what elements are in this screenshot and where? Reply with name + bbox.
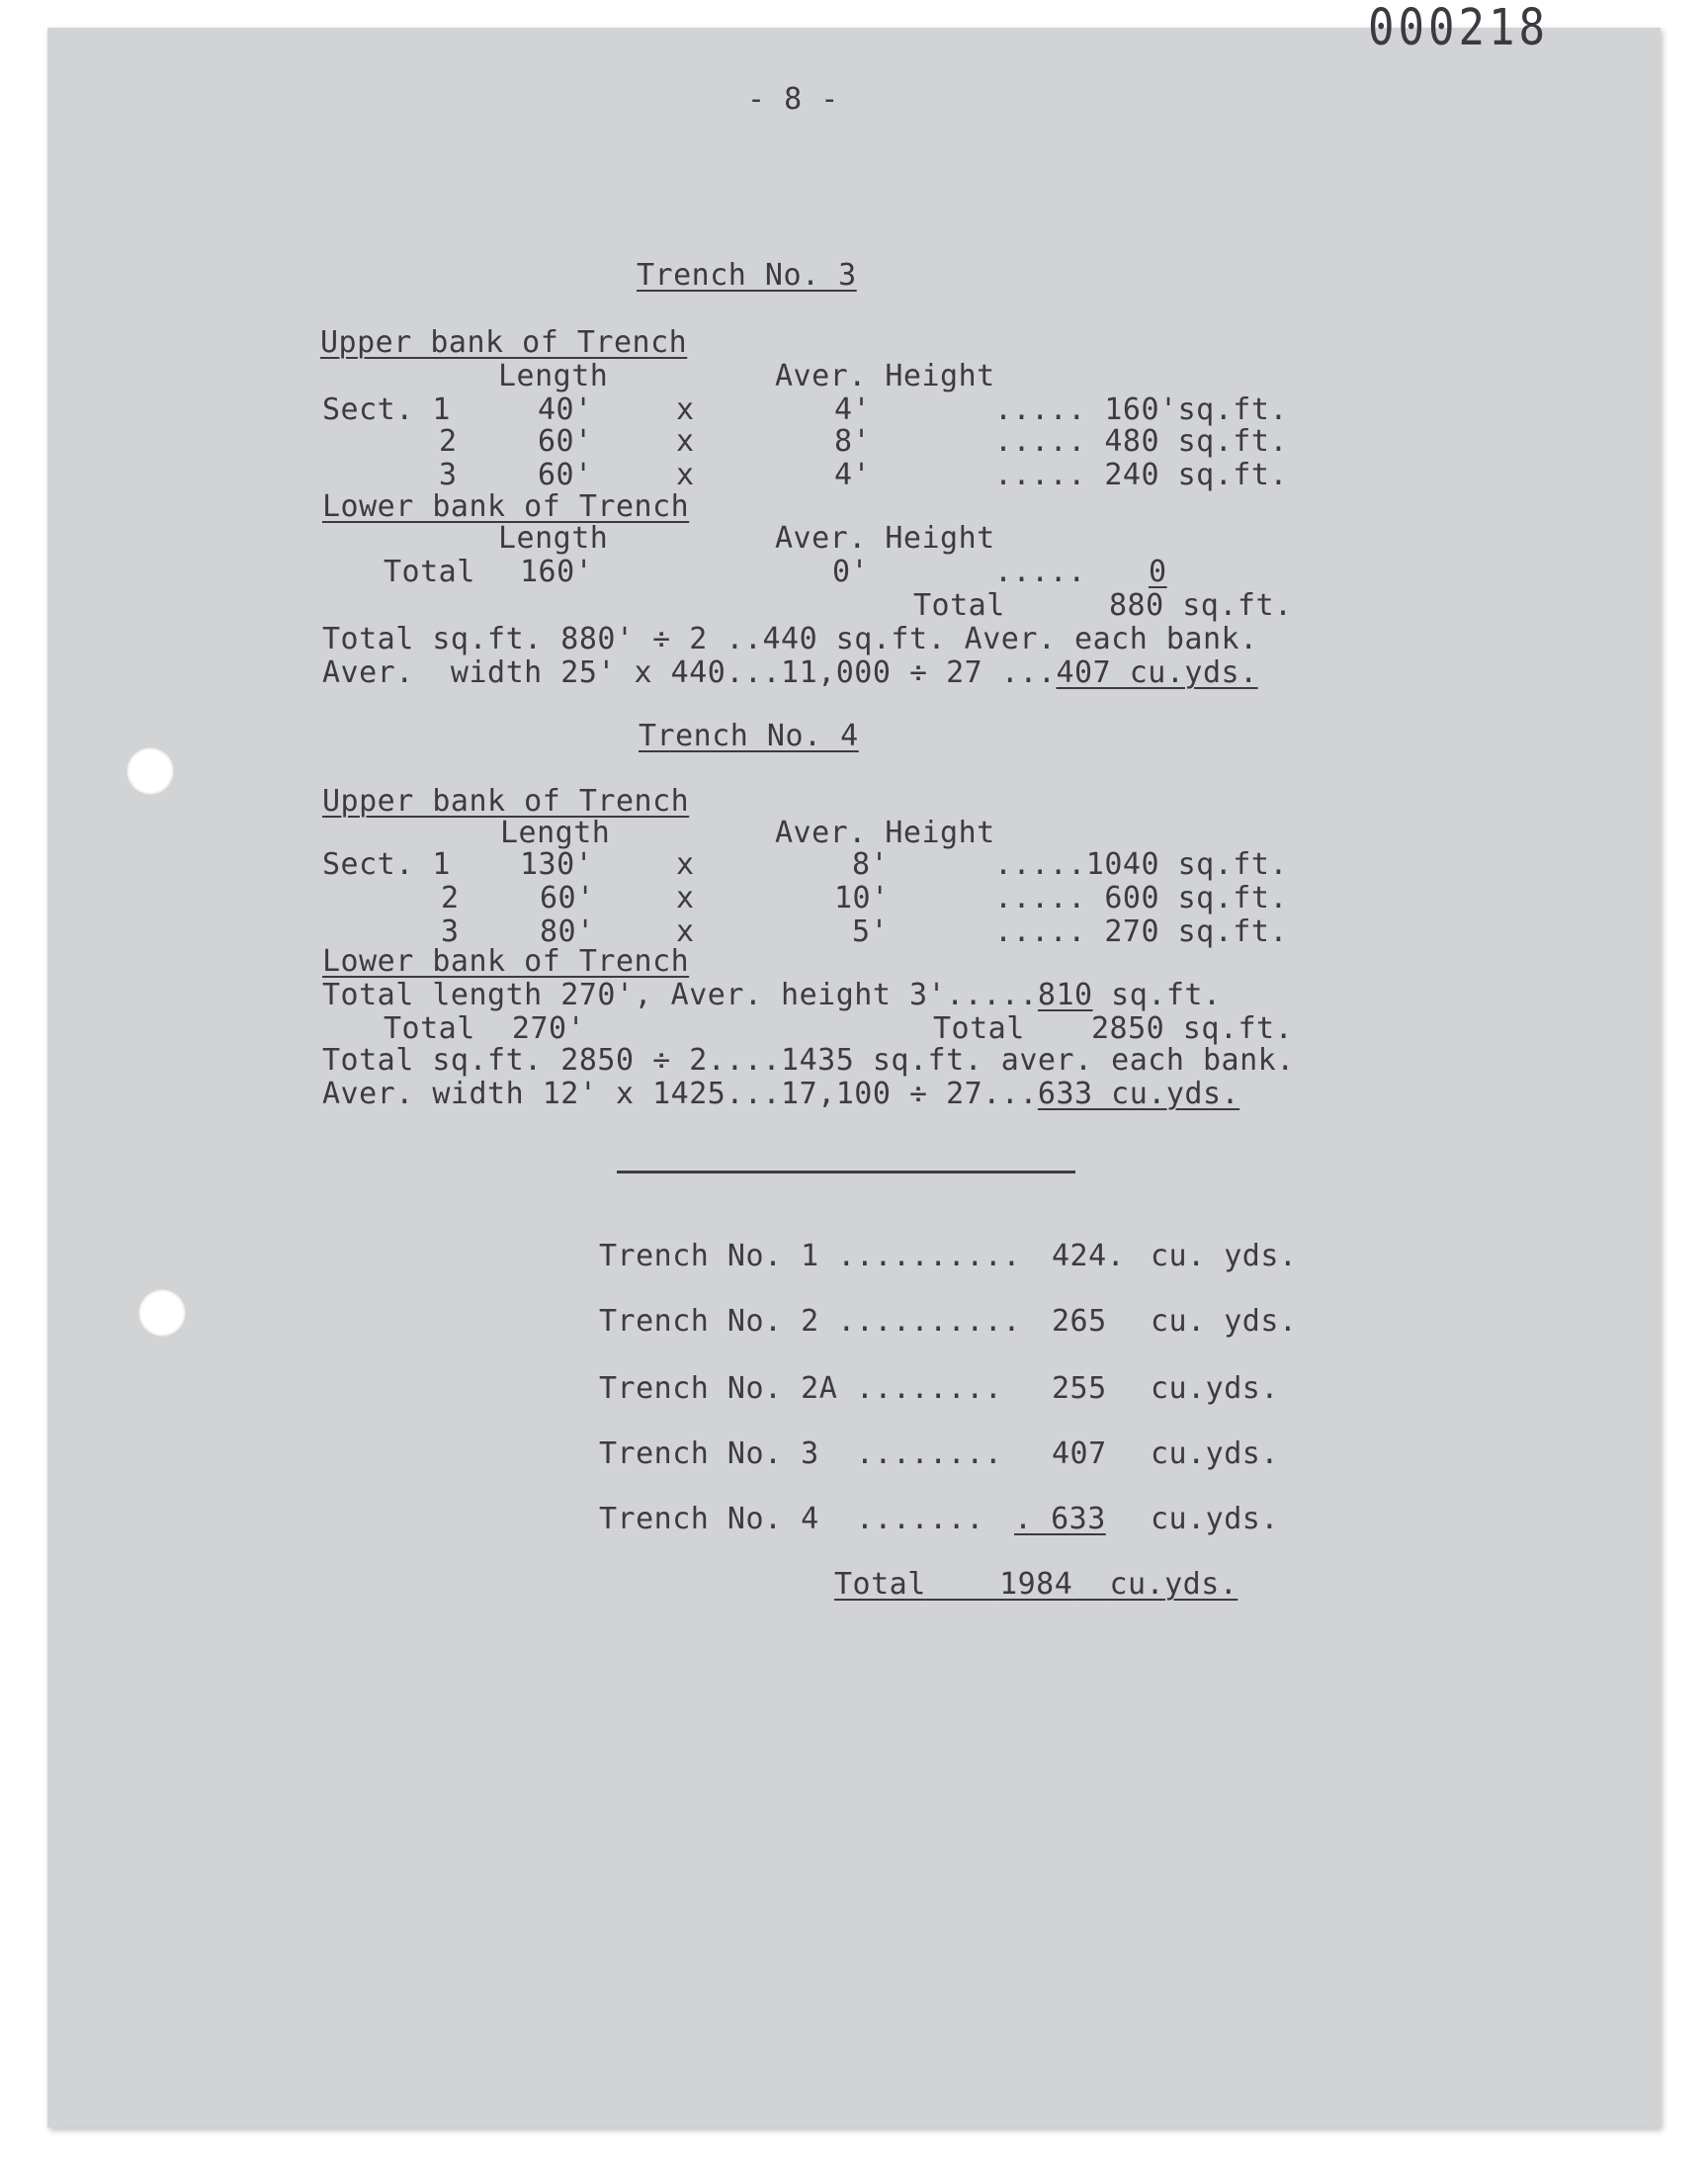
lower-length-value: 810 xyxy=(1037,978,1093,1012)
summary-row-label: Trench No. 3 ........ xyxy=(599,1436,1003,1471)
section-height: 4' xyxy=(834,392,872,427)
height-header: Aver. Height xyxy=(775,521,995,556)
section-height: 5' xyxy=(852,914,890,949)
section-label: Sect. 1 xyxy=(322,392,451,427)
lower-dots: ..... xyxy=(994,555,1086,589)
page-number: - 8 - xyxy=(747,82,839,117)
summary-row-unit: cu.yds. xyxy=(1151,1371,1279,1406)
section-length: 40' xyxy=(538,392,593,427)
section-height: 8' xyxy=(852,847,890,882)
summary-row-label: Trench No. 2A ........ xyxy=(599,1371,1003,1406)
trench-4-upper-heading: Upper bank of Trench xyxy=(322,784,690,819)
section-length: 130' xyxy=(520,847,594,882)
section-result: ..... 480 sq.ft. xyxy=(994,424,1288,459)
section-label: 2 xyxy=(441,881,460,915)
lower-length-calc: Total length 270', Aver. height 3'..... xyxy=(322,978,1038,1012)
section-label: 3 xyxy=(441,914,460,949)
section-result: ..... 160'sq.ft. xyxy=(994,392,1288,427)
grand-total-label: Total xyxy=(834,1567,926,1602)
summary-row-value: 265 xyxy=(1052,1304,1107,1339)
length-header: Length xyxy=(498,359,609,393)
summary-row-value: 255 xyxy=(1052,1371,1107,1406)
summary-row-unit: cu.yds. xyxy=(1151,1502,1279,1536)
punch-hole xyxy=(138,1289,186,1337)
volume-result: 633 cu.yds. xyxy=(1037,1077,1240,1111)
grand-total-line xyxy=(834,1568,1238,1602)
lower-total-length: 160' xyxy=(520,555,594,589)
document-number: 000218 xyxy=(1368,0,1549,57)
divider-line xyxy=(617,1171,1075,1174)
lower-result: 0 xyxy=(1149,555,1167,589)
section-result: ..... 240 sq.ft. xyxy=(994,458,1288,492)
volume-line xyxy=(322,656,1258,690)
times-sign: x xyxy=(676,914,695,949)
times-sign: x xyxy=(676,847,695,882)
section-height: 10' xyxy=(834,881,890,915)
lower-height: 0' xyxy=(832,555,870,589)
summary-row-value: 424. xyxy=(1052,1239,1126,1273)
times-sign: x xyxy=(676,458,695,492)
section-length: 60' xyxy=(538,458,593,492)
summary-row-value: 407 xyxy=(1052,1436,1107,1471)
times-sign: x xyxy=(676,424,695,459)
volume-calc: Aver. width 25' x 440...11,000 ÷ 27 ... xyxy=(322,655,1057,690)
section-label: 2 xyxy=(439,424,458,459)
height-header: Aver. Height xyxy=(775,359,995,393)
length-header: Length xyxy=(500,816,611,850)
lower-total-label: Total xyxy=(384,555,475,589)
total-left: Total 270' xyxy=(384,1011,586,1046)
summary-row-unit: cu.yds. xyxy=(1151,1436,1279,1471)
trench-3-upper-heading: Upper bank of Trench xyxy=(320,325,688,360)
times-sign: x xyxy=(676,392,695,427)
volume-line xyxy=(322,1078,1239,1111)
times-sign: x xyxy=(676,881,695,915)
summary-row-label: Trench No. 1 .......... xyxy=(599,1239,1021,1273)
total-label: Total xyxy=(933,1011,1025,1046)
summary-row-value: . 633 xyxy=(1014,1502,1106,1536)
section-height: 8' xyxy=(834,424,872,459)
section-label: 3 xyxy=(439,458,458,492)
section-result: ..... 600 sq.ft. xyxy=(994,881,1288,915)
average-bank-line: Total sq.ft. 880' ÷ 2 ..440 sq.ft. Aver. each bank. xyxy=(322,622,1258,656)
lower-length-unit: sq.ft. xyxy=(1111,978,1222,1012)
length-header: Length xyxy=(498,521,609,556)
volume-calc: Aver. width 12' x 1425...17,100 ÷ 27... xyxy=(322,1077,1038,1111)
section-label: Sect. 1 xyxy=(322,847,451,882)
section-length: 80' xyxy=(540,914,595,949)
section-length: 60' xyxy=(538,424,593,459)
punch-hole xyxy=(127,747,174,795)
trench-4-lower-heading: Lower bank of Trench xyxy=(322,944,690,979)
section-length: 60' xyxy=(540,881,595,915)
total-label: Total xyxy=(913,588,1005,623)
section-height: 4' xyxy=(834,458,872,492)
volume-result: 407 cu.yds. xyxy=(1056,655,1258,690)
grand-total-unit: cu.yds. xyxy=(1109,1567,1238,1602)
trench-3-title: Trench No. 3 xyxy=(637,258,857,293)
summary-row-unit: cu. yds. xyxy=(1151,1239,1298,1273)
section-result: .....1040 sq.ft. xyxy=(994,847,1288,882)
section-result: ..... 270 sq.ft. xyxy=(994,914,1288,949)
summary-row-label: Trench No. 4 ....... xyxy=(599,1502,984,1536)
height-header: Aver. Height xyxy=(775,816,995,850)
summary-row-label: Trench No. 2 .......... xyxy=(599,1304,1021,1339)
total-value: 880 sq.ft. xyxy=(1109,588,1293,623)
grand-total-value: 1984 xyxy=(999,1567,1073,1602)
summary-row-unit: cu. yds. xyxy=(1151,1304,1298,1339)
lower-length-line xyxy=(322,979,1222,1012)
trench-3-lower-heading: Lower bank of Trench xyxy=(322,489,690,524)
average-bank-line: Total sq.ft. 2850 ÷ 2....1435 sq.ft. aver. each bank. xyxy=(322,1043,1295,1078)
total-value: 2850 sq.ft. xyxy=(1091,1011,1294,1046)
trench-4-title: Trench No. 4 xyxy=(639,719,859,753)
